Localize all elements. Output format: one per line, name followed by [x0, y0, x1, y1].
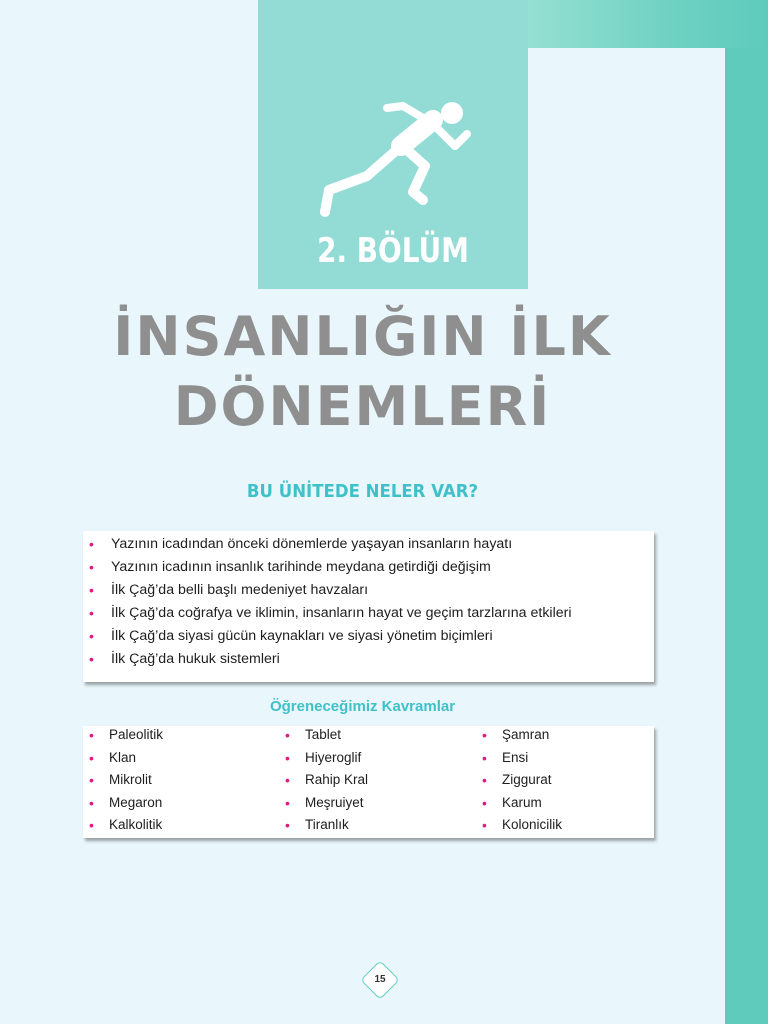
list-item: • Ziggurat [476, 769, 562, 792]
list-item: • İlk Çağ’da belli başlı medeniyet havzaları [83, 579, 572, 602]
list-item: • Tablet [279, 724, 368, 747]
bullet-icon: • [285, 727, 290, 743]
bullet-icon: • [482, 749, 487, 766]
page-number: 15 [374, 974, 386, 985]
right-decorative-band [725, 0, 768, 1024]
bullet-icon: • [482, 727, 487, 743]
unit-topics-list [83, 533, 572, 671]
bullet-icon: • [482, 794, 487, 811]
list-item: • Karum [476, 792, 562, 815]
list-item: • İlk Çağ’da siyasi gücün kaynakları ve siyasi yönetim biçimleri [83, 625, 572, 648]
bullet-icon: • [285, 749, 290, 766]
bullet-icon: • [482, 817, 487, 834]
list-item: • Paleolitik [83, 724, 163, 747]
bullet-icon: • [89, 727, 94, 743]
list-item: • Tiranlık [279, 814, 368, 837]
list-item: • Klan [83, 747, 163, 770]
bullet-icon: • [89, 605, 94, 621]
unit-overview-heading: BU ÜNİTEDE NELER VAR? [246, 481, 479, 502]
list-item: • Kalkolitik [83, 814, 163, 837]
concepts-column-3 [476, 724, 562, 837]
list-item: • Rahip Kral [279, 769, 368, 792]
list-item: • Meşruiyet [279, 792, 368, 815]
bullet-icon: • [89, 794, 94, 811]
list-item: • Mikrolit [83, 769, 163, 792]
list-item: • Megaron [83, 792, 163, 815]
concepts-column-2 [279, 724, 368, 837]
page-title [0, 302, 725, 442]
title-line-1: İNSANLIĞIN İLK [113, 305, 612, 368]
list-item: • İlk Çağ’da hukuk sistemleri [83, 648, 572, 671]
list-item: • Yazının icadından önceki dönemlerde yaşayan insanların hayatı [83, 533, 572, 556]
bullet-icon: • [89, 817, 94, 834]
bullet-icon: • [285, 772, 290, 789]
bullet-icon: • [89, 772, 94, 789]
bullet-icon: • [89, 559, 94, 575]
list-item: • Şamran [476, 724, 562, 747]
concepts-heading: Öğreneceğimiz Kavramlar [269, 698, 456, 715]
runner-icon [315, 88, 480, 218]
list-item: • Ensi [476, 747, 562, 770]
list-item: • İlk Çağ’da coğrafya ve iklimin, insanların hayat ve geçim tarzlarına etkileri [83, 602, 572, 625]
bullet-icon: • [89, 628, 94, 644]
bullet-icon: • [482, 772, 487, 789]
bullet-icon: • [285, 817, 290, 834]
list-item: • Yazının icadının insanlık tarihinde meydana getirdiği değişim [83, 556, 572, 579]
concepts-column-1 [83, 724, 163, 837]
unit-topics-card [83, 531, 654, 682]
bullet-icon: • [89, 749, 94, 766]
list-item: • Kolonicilik [476, 814, 562, 837]
bullet-icon: • [89, 651, 94, 667]
bullet-icon: • [89, 536, 94, 552]
concepts-card [83, 726, 654, 838]
title-line-2: DÖNEMLERİ [173, 375, 552, 438]
list-item: • Hiyeroglif [279, 747, 368, 770]
bullet-icon: • [89, 582, 94, 598]
bullet-icon: • [285, 794, 290, 811]
top-decorative-gradient [528, 0, 768, 48]
chapter-label: 2. BÖLÜM [317, 231, 469, 271]
